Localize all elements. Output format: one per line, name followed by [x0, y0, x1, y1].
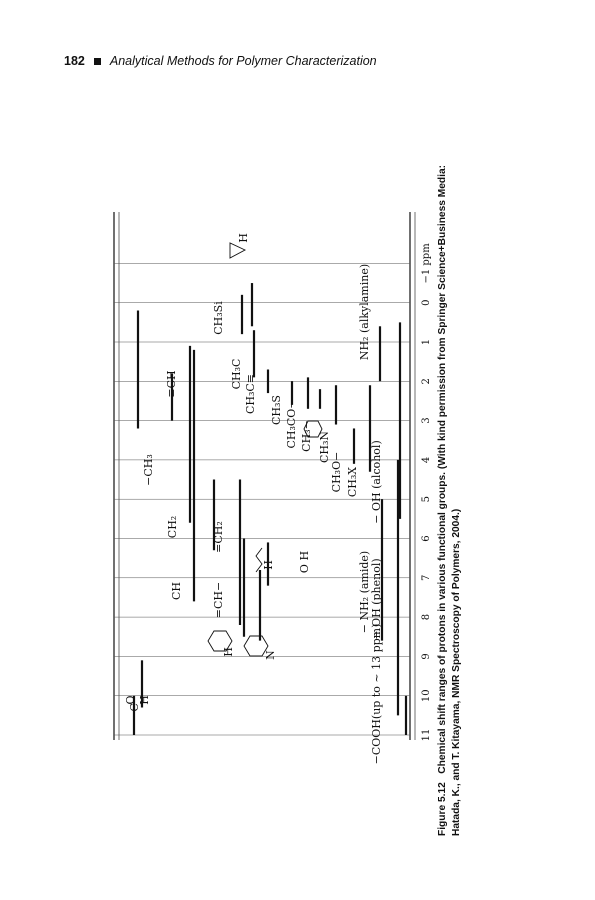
- label-ch3n: CH₃N: [318, 430, 331, 464]
- tick-label: 3: [421, 417, 432, 424]
- label-ch3-aryl: CH₃−: [300, 420, 313, 452]
- tick-label: −1 ppm: [421, 243, 432, 284]
- label-ch3x: CH₃X: [346, 466, 359, 498]
- tick-label: 10: [421, 689, 432, 703]
- running-title: Analytical Methods for Polymer Characterization: [109, 54, 377, 68]
- label-oh-alcohol: − OH (alcohol): [370, 440, 383, 524]
- label-cooh: −COOH(up to ~ 13 ppm): [370, 623, 383, 765]
- caption-text: Chemical shift ranges of protons in various functional groups. (With kind permission from Springer Science+Business Media: Hatada, K., and T. Kitayama, NMR Spectroscopy of Polymers, 2004.): [437, 164, 462, 836]
- tick-label: 6: [421, 535, 432, 542]
- label-cooh-h: H: [138, 695, 151, 705]
- tick-label: 5: [421, 496, 432, 503]
- label-ch-vinyl: =CH−: [212, 581, 225, 619]
- label-aldehyde-oh: O H: [298, 550, 311, 574]
- label-ch-triple: ≡CH: [165, 370, 178, 398]
- figure-caption: [436, 136, 463, 836]
- tick-label: 7: [421, 574, 432, 581]
- tick-label: 0: [421, 299, 432, 306]
- label-cyclopropane-h: H: [237, 233, 250, 243]
- page-number: 182: [64, 54, 85, 68]
- label-aromatic-h: H: [222, 647, 235, 657]
- label-ch3si: CH₃Si: [212, 301, 225, 335]
- label-cooh-c: −C: [128, 703, 141, 721]
- label-nh2-alkylamine: NH₂ (alkylamine): [358, 263, 371, 361]
- label-ch3o: CH₃O−: [330, 451, 343, 493]
- label-ch2: CH₂: [166, 515, 179, 539]
- label-ch3s: CH₃S: [270, 395, 283, 425]
- label-ch3c-triple: CH₃C≡: [244, 373, 257, 415]
- cyclopropane-icon: [230, 243, 245, 258]
- tick-label: 8: [421, 613, 432, 621]
- label-pyridine-n: N: [264, 650, 277, 660]
- label-cooh-o: O: [124, 695, 137, 705]
- label-nh2-amide: − NH₂ (amide): [358, 550, 371, 634]
- label-ch2-vinyl: =CH₂: [212, 521, 225, 553]
- tick-label: 9: [421, 653, 432, 660]
- label-ch: CH: [170, 581, 183, 601]
- tick-label: 1: [421, 338, 432, 346]
- tick-label: 11: [421, 728, 432, 742]
- tick-label: 2: [421, 378, 432, 385]
- label-ch3: −CH₃: [142, 454, 155, 486]
- tick-label: 4: [421, 456, 432, 464]
- label-ch3c: CH₃C: [230, 358, 243, 390]
- label-ch3co: CH₃CO−: [285, 399, 298, 449]
- label-oh-phenol: − OH (phenol): [370, 558, 383, 640]
- figure-label: Figure 5.12: [437, 782, 448, 836]
- label-vinyl-aldehyde: H: [262, 560, 275, 570]
